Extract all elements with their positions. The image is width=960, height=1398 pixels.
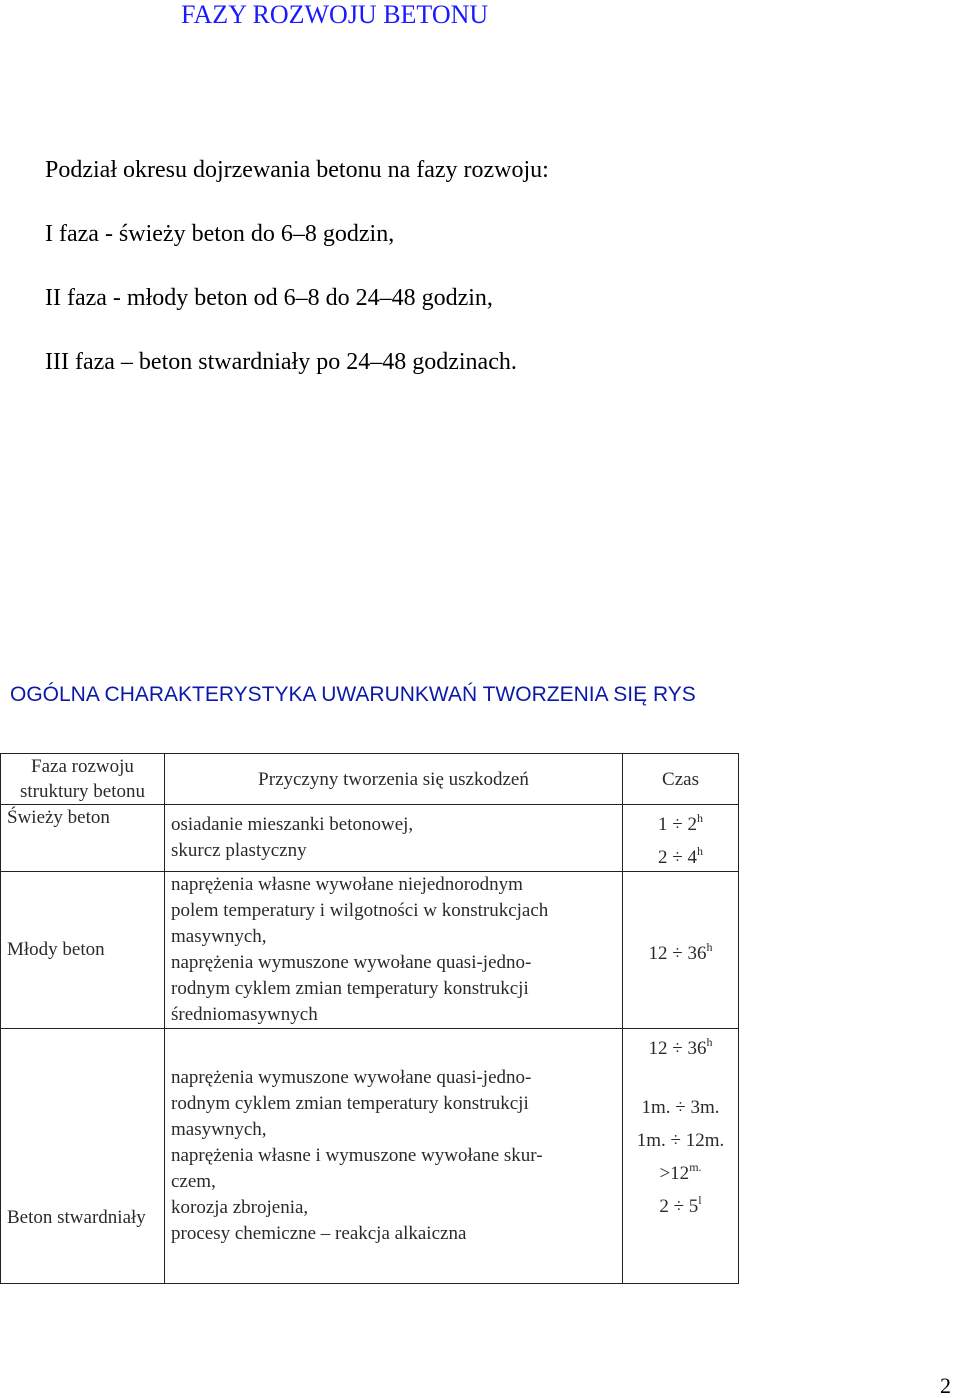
table-body (1, 805, 739, 1284)
cause-line: osiadanie mieszanki betonowej, (171, 814, 414, 835)
table-header-row (1, 754, 739, 805)
page-number: 2 (940, 1373, 951, 1398)
cause-line: naprężenia wymuszone wywołane quasi-jedno- (171, 1067, 532, 1088)
time-range: 12 ÷ 36 (648, 1038, 707, 1059)
time-range: 1m. ÷ 12m. (636, 1130, 725, 1151)
time-value (629, 1062, 732, 1088)
cause-line: naprężenia własne i wymuszone wywołane skur- (171, 1145, 543, 1166)
table-row (1, 805, 739, 872)
time-unit: h (696, 844, 703, 858)
section-heading: OGÓLNA CHARAKTERYSTYKA UWARUNKWAŃ TWORZENIA SIĘ RYS (10, 683, 696, 706)
cause-line: korozja zbrojenia, (171, 1197, 309, 1218)
time-value (629, 838, 732, 871)
header-phase: Faza rozwoju struktury betonu (1, 754, 165, 805)
cause-line: naprężenia wymuszone wywołane quasi-jedno- (171, 952, 532, 973)
time-value (629, 1187, 732, 1220)
cause-line: polem temperatury i wilgotności w konstrukcjach (171, 900, 549, 921)
phase-3-line: III faza – beton stwardniały po 24–48 godzinach. (45, 349, 517, 375)
cause-line: procesy chemiczne – reakcja alkaiczna (171, 1223, 467, 1244)
cause-line: naprężenia własne wywołane niejednorodnym (171, 874, 523, 895)
cause-line: średniomasywnych (171, 1004, 318, 1025)
cause-line: rodnym cyklem zmian temperatury konstrukcji (171, 1093, 529, 1114)
time-unit: h (696, 811, 703, 825)
phase-2-line: II faza - młody beton od 6–8 do 24–48 godzin, (45, 285, 493, 311)
time-range: >12 (659, 1163, 690, 1184)
time-value (629, 1154, 732, 1187)
intro-paragraph (45, 138, 549, 394)
time-range: 1 ÷ 2 (658, 814, 697, 835)
time-range: 2 ÷ 5 (659, 1196, 699, 1217)
time-value (629, 805, 732, 838)
time-unit: m. (689, 1160, 702, 1174)
header-causes: Przyczyny tworzenia się uszkodzeń (165, 754, 623, 805)
causes-cell (165, 872, 623, 1029)
time-cell (623, 872, 739, 1029)
time-value (629, 1121, 732, 1154)
cause-line: czem, (171, 1171, 216, 1192)
time-value (629, 1029, 732, 1062)
cause-line: rodnym cyklem zmian temperatury konstrukcji (171, 978, 529, 999)
cause-line: skurcz plastyczny (171, 840, 307, 861)
cause-line: masywnych, (171, 926, 267, 947)
cause-line: masywnych, (171, 1119, 267, 1140)
page-title: FAZY ROZWOJU BETONU (181, 0, 489, 29)
time-cell (623, 805, 739, 872)
time-cell (623, 1029, 739, 1284)
intro-lead: Podział okresu dojrzewania betonu na fazy rozwoju: (45, 157, 549, 183)
time-range: 1m. ÷ 3m. (641, 1097, 720, 1118)
time-range: 12 ÷ 36 (648, 942, 707, 964)
time-unit: h (706, 939, 713, 954)
causes-cell (165, 1029, 623, 1284)
time-value (629, 1088, 732, 1121)
causes-cell (165, 805, 623, 872)
time-unit: h (706, 1035, 713, 1049)
phases-table (0, 753, 739, 1284)
phase-cell: Młody beton (1, 872, 165, 1029)
table-row (1, 1029, 739, 1284)
time-value (629, 934, 732, 967)
phase-cell: Beton stwardniały (1, 1029, 165, 1284)
header-time: Czas (623, 754, 739, 805)
phase-1-line: I faza - świeży beton do 6–8 godzin, (45, 221, 395, 247)
table-row (1, 872, 739, 1029)
time-unit: l (698, 1193, 702, 1207)
time-range: 2 ÷ 4 (658, 847, 697, 868)
phase-cell: Świeży beton (1, 805, 165, 872)
